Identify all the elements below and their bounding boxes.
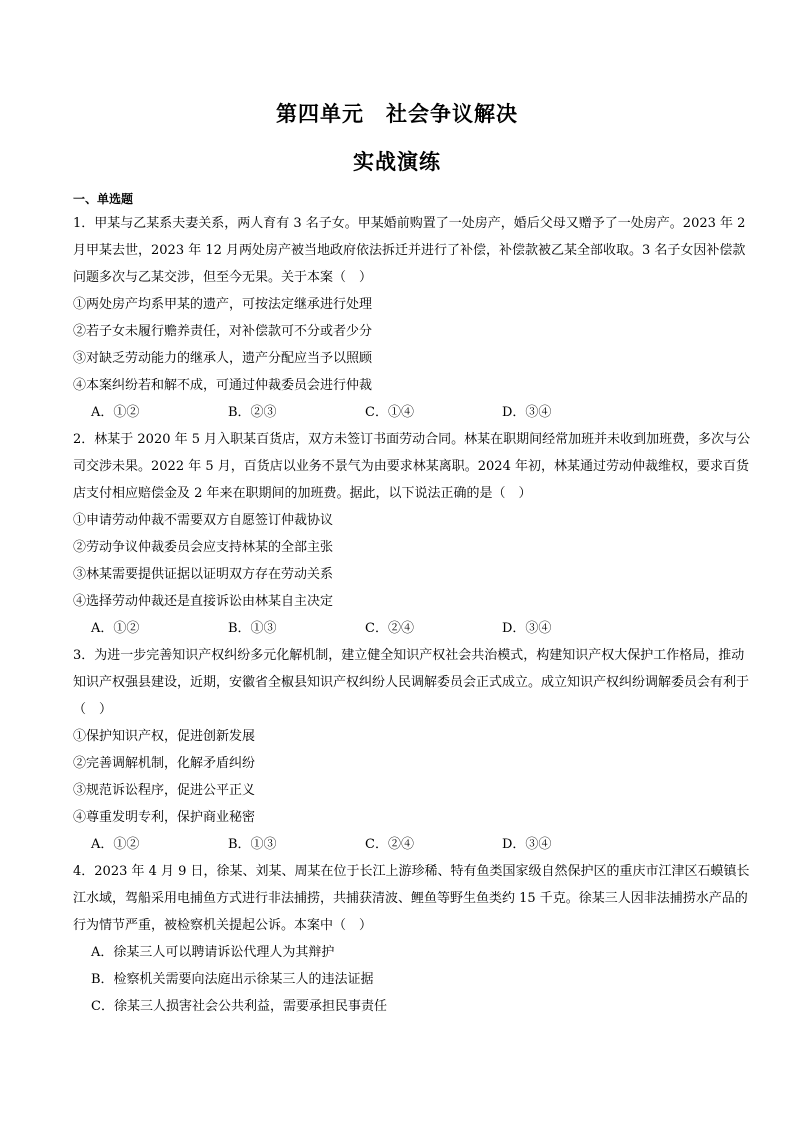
- section-heading: 一、单选题: [73, 192, 134, 206]
- statement-option: ③规范诉讼程序，促进公平正义: [73, 783, 256, 798]
- question-stem: 3．为进一步完善知识产权纠纷多元化解机制，建立健全知识产权社会共治模式，构建知识产权大保护工作格局，推动知识产权强县建设，近期，安徽省全椒县知识产权纠纷人民调解委员会正式成立。成立知识产权纠纷调解委员会有利于（ ）: [73, 648, 750, 717]
- statement-option: ④本案纠纷若和解不成，可通过仲裁委员会进行仲裁: [73, 378, 373, 393]
- choice-a: A．①②: [91, 837, 140, 852]
- choice-d: D．③④: [502, 405, 552, 420]
- statement-option: ①两处房产均系甲某的遗产，可按法定继承进行处理: [73, 297, 373, 312]
- choice-a: A．①②: [91, 405, 140, 420]
- answer-choices: [73, 399, 753, 426]
- question-2: [73, 426, 753, 642]
- question-4: [73, 858, 753, 1020]
- choice-b: B．检察机关需要向法庭出示徐某三人的违法证据: [91, 972, 374, 987]
- answer-choices: [73, 615, 753, 642]
- choice-c: C．②④: [365, 837, 414, 852]
- choice-c: C．②④: [365, 621, 414, 636]
- choice-a: A．①②: [91, 621, 140, 636]
- statement-option: ③对缺乏劳动能力的继承人，遗产分配应当予以照顾: [73, 351, 373, 366]
- choice-c: C．①④: [365, 405, 414, 420]
- question-stem: 1．甲某与乙某系夫妻关系，两人育有 3 名子女。甲某婚前购置了一处房产，婚后父母又赠予了一处房产。2023 年 2 月甲某去世，2023 年 12 月两处房产被当地政府依法拆迁并进行了补偿，补偿款被乙某全部收取。3 名子女因补偿款问题多次与乙某交涉，但至今无果。关于本案（ ）: [73, 216, 746, 285]
- question-stem: 4．2023 年 4 月 9 日，徐某、刘某、周某在位于长江上游珍稀、特有鱼类国家级自然保护区的重庆市江津区石蟆镇长江水域，驾船采用电捕鱼方式进行非法捕捞，共捕获清波、鲤鱼等野生鱼类约 15 千克。徐某三人因非法捕捞水产品的行为情节严重，被检察机关提起公诉。本案中（ ）: [73, 864, 750, 933]
- page-subtitle: 实战演练: [353, 150, 441, 174]
- statement-option: ②劳动争议仲裁委员会应支持林某的全部主张: [73, 540, 334, 555]
- question-list: [73, 192, 753, 1020]
- question-3: [73, 642, 753, 858]
- choice-b: B．①③: [228, 837, 277, 852]
- statement-option: ④选择劳动仲裁还是直接诉讼由林某自主决定: [73, 594, 334, 609]
- statement-option: ③林某需要提供证据以证明双方存在劳动关系: [73, 567, 334, 582]
- question-stem: 2．林某于 2020 年 5 月入职某百货店，双方未签订书面劳动合同。林某在职期间经常加班并未收到加班费，多次与公司交涉未果。2022 年 5 月，百货店以业务不景气为由要求林某离职。2024 年初，林某通过劳动仲裁维权，要求百货店支付相应赔偿金及 2 年来在职期间的加班费。据此，以下说法正确的是（ ）: [73, 432, 751, 501]
- choice-a: A．徐某三人可以聘请诉讼代理人为其辩护: [91, 945, 335, 960]
- choice-b: B．①③: [228, 621, 277, 636]
- choice-b: B．②③: [228, 405, 277, 420]
- choice-c: C．徐某三人损害社会公共利益，需要承担民事责任: [91, 999, 387, 1014]
- statement-option: ①保护知识产权，促进创新发展: [73, 729, 256, 744]
- statement-option: ②若子女未履行赡养责任，对补偿款可不分或者少分: [73, 324, 373, 339]
- statement-option: ④尊重发明专利，保护商业秘密: [73, 810, 256, 825]
- choice-d: D．③④: [502, 621, 552, 636]
- page-title: 第四单元 社会争议解决: [276, 102, 518, 126]
- statement-option: ①申请劳动仲裁不需要双方自愿签订仲裁协议: [73, 513, 334, 528]
- choice-d: D．③④: [502, 837, 552, 852]
- statement-option: ②完善调解机制，化解矛盾纠纷: [73, 756, 256, 771]
- question-1: [73, 210, 753, 426]
- answer-choices: [73, 831, 753, 858]
